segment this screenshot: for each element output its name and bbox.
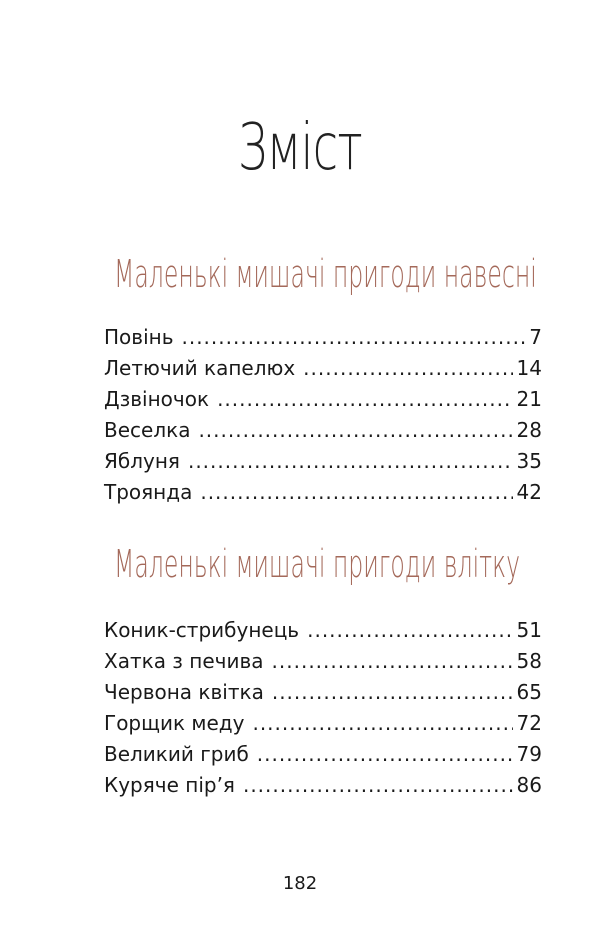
toc-entry-title: Дзвіночок <box>104 387 210 411</box>
toc-entry <box>104 446 542 477</box>
toc-entry-page: 65 <box>516 680 542 704</box>
toc-entry-title: Летючий капелюх <box>104 356 296 380</box>
dot-leader <box>200 477 512 508</box>
toc-entry-page: 86 <box>516 773 542 797</box>
toc-entry-page: 51 <box>516 618 542 642</box>
section-heading-summer: Маленькі мишачі пригоди влітку <box>114 542 521 586</box>
dot-leader <box>257 739 513 770</box>
toc-entry <box>104 415 542 446</box>
page-title: Зміст <box>238 111 362 185</box>
toc-entry-page: 28 <box>516 418 542 442</box>
toc-entry-title: Куряче пір’я <box>104 773 235 797</box>
toc-entry <box>104 477 542 508</box>
toc-entry <box>104 739 542 770</box>
dot-leader <box>303 353 512 384</box>
section-heading-spring: Маленькі мишачі пригоди навесні <box>114 252 537 296</box>
toc-entry-title: Яблуня <box>104 449 180 473</box>
toc-entry-page: 21 <box>516 387 542 411</box>
toc-entry <box>104 353 542 384</box>
toc-entry-page: 7 <box>529 325 542 349</box>
dot-leader <box>307 615 512 646</box>
toc-entry-title: Коник-стрибунець <box>104 618 300 642</box>
toc-entry-page: 42 <box>516 480 542 504</box>
toc-list-summer <box>104 615 542 801</box>
toc-entry <box>104 677 542 708</box>
dot-leader <box>217 384 512 415</box>
dot-leader <box>272 646 513 677</box>
dot-leader <box>243 770 513 801</box>
toc-entry <box>104 646 542 677</box>
toc-entry <box>104 770 542 801</box>
dot-leader <box>198 415 512 446</box>
dot-leader <box>188 446 513 477</box>
toc-entry-title: Повінь <box>104 325 174 349</box>
toc-entry <box>104 384 542 415</box>
toc-entry <box>104 615 542 646</box>
toc-entry-title: Великий гриб <box>104 742 249 766</box>
toc-entry-page: 14 <box>516 356 542 380</box>
toc-entry-title: Хатка з печива <box>104 649 264 673</box>
toc-entry <box>104 322 542 353</box>
dot-leader <box>272 677 513 708</box>
toc-list-spring <box>104 322 542 508</box>
toc-entry-page: 72 <box>516 711 542 735</box>
toc-entry-page: 58 <box>516 649 542 673</box>
page-number: 182 <box>282 873 318 894</box>
toc-entry-title: Горщик меду <box>104 711 245 735</box>
dot-leader <box>252 708 512 739</box>
dot-leader <box>181 322 525 353</box>
toc-entry-title: Червона квітка <box>104 680 264 704</box>
toc-entry-title: Троянда <box>104 480 193 504</box>
toc-entry <box>104 708 542 739</box>
toc-entry-page: 35 <box>516 449 542 473</box>
toc-entry-title: Веселка <box>104 418 191 442</box>
toc-entry-page: 79 <box>516 742 542 766</box>
